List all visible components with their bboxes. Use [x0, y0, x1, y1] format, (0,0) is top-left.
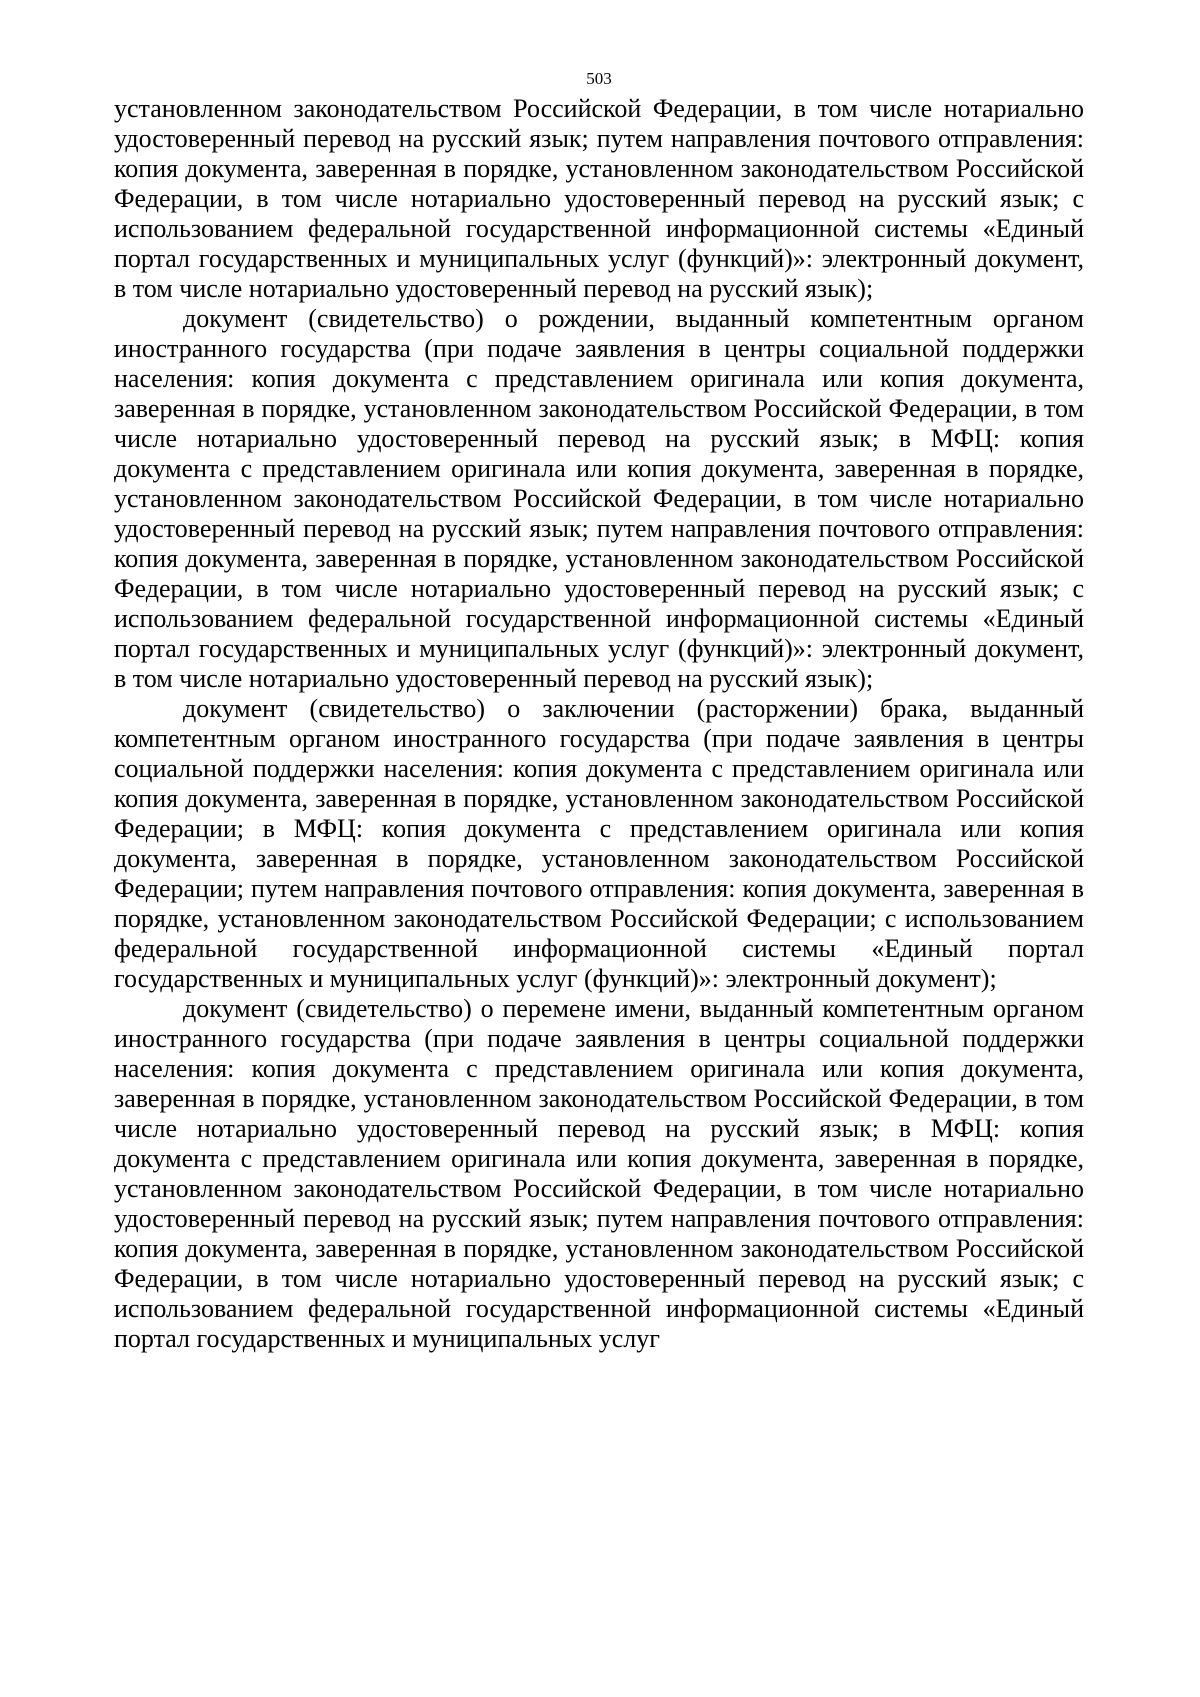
page-number: 503 — [586, 69, 612, 88]
paragraph-name-change-certificate: документ (свидетельство) о перемене имени, выданный компетентным органом иностранного государства (при подаче заявления в центры социальной поддержки населения: копия документа с представлением оригинала или копия документа, заверенная в порядке, установленном законодательством Российской Федерации, в том числе нотариально удостоверенный перевод на русский язык; в МФЦ: копия документа с представлением оригинала или копия документа, заверенная в порядке, установленном законодательством Российской Федерации, в том числе нотариально удостоверенный перевод на русский язык; путем направления почтового отправления: копия документа, заверенная в порядке, установленном законодательством Российской Федерации, в том числе нотариально удостоверенный перевод на русский язык; с использованием федеральной государственной информационной системы «Единый портал государственных и муниципальных услуг — [114, 994, 1084, 1353]
paragraph-continuation: установленном законодательством Российской Федерации, в том числе нотариально удостоверенный перевод на русский язык; путем направления почтового отправления: копия документа, заверенная в порядке, установленном законодательством Российской Федерации, в том числе нотариально удостоверенный перевод на русский язык; с использованием федеральной государственной информационной системы «Единый портал государственных и муниципальных услуг (функций)»: электронный документ, в том числе нотариально удостоверенный перевод на русский язык); — [114, 94, 1084, 303]
document-page — [114, 66, 1084, 1354]
paragraph-marriage-certificate: документ (свидетельство) о заключении (расторжении) брака, выданный компетентным органом иностранного государства (при подаче заявления в центры социальной поддержки населения: копия документа с представлением оригинала или копия документа, заверенная в порядке, установленном законодательством Российской Федерации; в МФЦ: копия документа с представлением оригинала или копия документа, заверенная в порядке, установленном законодательством Российской Федерации; путем направления почтового отправления: копия документа, заверенная в порядке, установленном законодательством Российской Федерации; с использованием федеральной государственной информационной системы «Единый портал государственных и муниципальных услуг (функций)»: электронный документ); — [114, 694, 1084, 993]
paragraph-birth-certificate: документ (свидетельство) о рождении, выданный компетентным органом иностранного государства (при подаче заявления в центры социальной поддержки населения: копия документа с представлением оригинала или копия документа, заверенная в порядке, установленном законодательством Российской Федерации, в том числе нотариально удостоверенный перевод на русский язык; в МФЦ: копия документа с представлением оригинала или копия документа, заверенная в порядке, установленном законодательством Российской Федерации, в том числе нотариально удостоверенный перевод на русский язык; путем направления почтового отправления: копия документа, заверенная в порядке, установленном законодательством Российской Федерации, в том числе нотариально удостоверенный перевод на русский язык; с использованием федеральной государственной информационной системы «Единый портал государственных и муниципальных услуг (функций)»: электронный документ, в том числе нотариально удостоверенный перевод на русский язык); — [114, 304, 1084, 693]
